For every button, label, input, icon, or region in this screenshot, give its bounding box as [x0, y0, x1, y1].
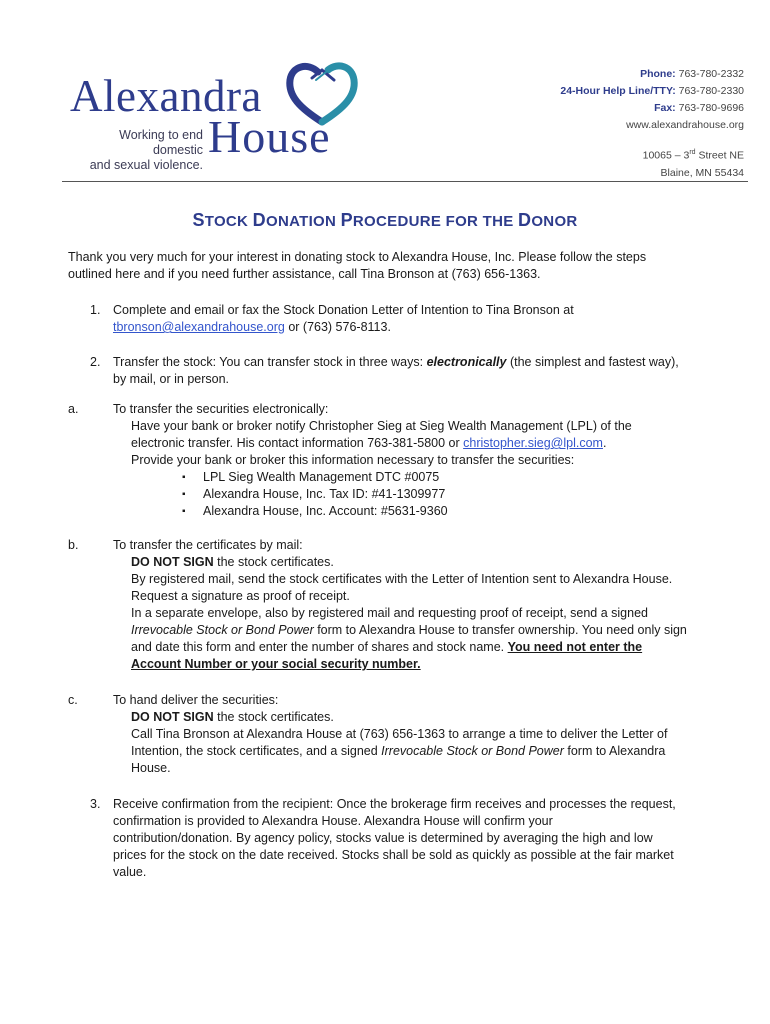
section-a-body: Have your bank or broker notify Christopher Sieg at Sieg Wealth Management (LPL) of the electronic transfer. His contact information 763-381-5800 or christopher.sieg@lpl.com. Provide your bank or broker this information necessary to transfer the securities:	[131, 419, 632, 467]
helpline-line: 24-Hour Help Line/TTY: 763-780-2330	[560, 85, 744, 97]
step-number: 1.	[90, 303, 101, 317]
step-number: 2.	[90, 355, 101, 369]
email-link-sieg[interactable]: christopher.sieg@lpl.com	[463, 436, 603, 450]
email-link-tbronson[interactable]: tbronson@alexandrahouse.org	[113, 320, 285, 334]
website-link[interactable]: www.alexandrahouse.org	[626, 119, 744, 131]
step-number: 3.	[90, 797, 101, 811]
step-1-text: Complete and email or fax the Stock Donation Letter of Intention to Tina Bronson at tbronson@alexandrahouse.org or (763) 576-8113.	[113, 303, 574, 334]
header-divider	[62, 181, 748, 182]
contact-block	[560, 66, 744, 182]
step-2-text: Transfer the stock: You can transfer stock in three ways: electronically (the simplest and fastest way), by mail, or in person.	[113, 355, 679, 386]
intro-paragraph: Thank you very much for your interest in donating stock to Alexandra House, Inc. Please follow the steps outlined here and if you need further assistance, call Tina Bronson at (763) 656-1363.	[68, 250, 647, 281]
bullet-icon: ▪	[182, 472, 186, 483]
bullet-icon: ▪	[182, 506, 186, 517]
section-c-heading: To hand deliver the securities:	[113, 693, 279, 707]
address-line-2: Blaine, MN 55434	[660, 166, 744, 179]
phone-line: Phone: 763-780-2332	[640, 68, 744, 80]
address-line-1: 10065 – 3rd Street NE	[642, 149, 744, 162]
section-b-heading: To transfer the certificates by mail:	[113, 538, 303, 552]
bullet-icon: ▪	[182, 489, 186, 500]
section-letter: c.	[68, 693, 78, 707]
section-b-body: DO NOT SIGN the stock certificates. By registered mail, send the stock certificates with the Letter of Intention sent to Alexandra House. Request a signature as proof of receipt. In a separate envelope, also by registered mail and requesting proof of receipt, send a signed Irrevocable Stock or Bond Power form to Alexandra House to transfer ownership. You need only sign and date this form and enter the number of shares and stock name. You need not enter the Account Number or your social security number.	[131, 555, 687, 671]
step-3-text: Receive confirmation from the recipient: Once the brokerage firm receives and processes the request, confirmation is provided to Alexandra House. Alexandra House will confirm your contribution/donation. By agency policy, stocks value is determined by averaging the high and low prices for the stock on the date received. Stocks shall be sold as quickly as possible at the fair market value.	[113, 797, 676, 879]
list-item: Alexandra House, Inc. Tax ID: #41-1309977	[203, 487, 446, 501]
logo-name: Alexandra	[70, 71, 262, 121]
list-item: LPL Sieg Wealth Management DTC #0075	[203, 470, 440, 484]
section-letter: a.	[68, 402, 79, 416]
page-title: STOCK DONATION PROCEDURE FOR THE DONOR	[192, 210, 578, 230]
alexandra-house-logo	[70, 58, 370, 172]
fax-line: Fax: 763-780-9696	[654, 102, 744, 114]
list-item: Alexandra House, Inc. Account: #5631-9360	[203, 504, 448, 518]
section-letter: b.	[68, 538, 79, 552]
section-a-heading: To transfer the securities electronically:	[113, 402, 329, 416]
section-c-body: DO NOT SIGN the stock certificates. Call Tina Bronson at Alexandra House at (763) 656-1363 to arrange a time to deliver the Letter of Intention, the stock certificates, and a signed Irrevocable Stock or Bond Power form to Alexandra House.	[131, 710, 668, 775]
logo-tagline: Working to end domestic and sexual violence.	[89, 128, 203, 172]
logo-name-house: House	[208, 111, 331, 162]
